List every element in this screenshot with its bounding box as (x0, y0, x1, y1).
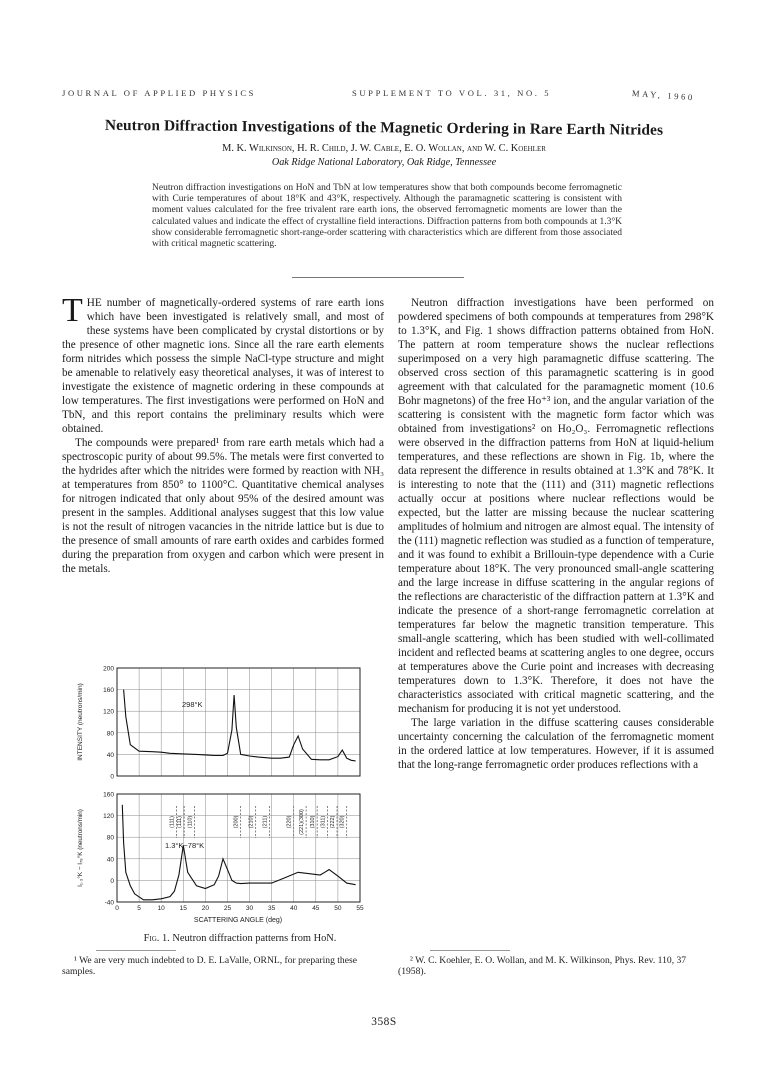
supplement-label: SUPPLEMENT TO VOL. 31, NO. 5 (352, 88, 552, 98)
issue-date: MAY, 1960 (631, 88, 696, 103)
abstract: Neutron diffraction investigations on HoN and TbN at low temperatures show that both compounds become ferromagnetic with Curie temperatures of about 18°K and 43°K, respectively. Although the paramagnetic scattering is consistent with moment values calculated for the free trivalent rare earth ions, the observed ferromagnetic moments are lower than the calculated values and indicate the effect of crystalline field interactions. Diffraction patterns from both compounds at 1.3°K show considerable ferromagnetic short-range-order scattering with characteristics which are different from those associated with critical magnetic scattering. (152, 183, 622, 250)
top-panel-curve (124, 690, 356, 761)
x-axis-label: SCATTERING ANGLE (deg) (193, 917, 283, 924)
reflection-marker-label: (310) (310, 815, 317, 829)
top-y-tick-label: 160 (103, 687, 114, 695)
reflection-marker-label: (220) (286, 815, 293, 829)
x-tick-label: 30 (245, 905, 254, 912)
reflection-marker-label: (222) (330, 815, 337, 829)
reflection-marker-label: (211) (262, 815, 269, 829)
intro-paragraph (62, 292, 384, 436)
bottom-y-tick-label: 0 (110, 877, 114, 885)
x-tick-label: 35 (268, 905, 276, 912)
author-list: M. K. Wilkinson, H. R. Child, J. W. Cable, E. O. Wollan, and W. C. Koehler (222, 143, 546, 154)
moment-paragraph: The large variation in the diffuse scattering causes considerable uncertainty concerning the calculation of the ferromagnetic moment in the ordered lattice at low temperatures. However, if it is assumed that the long-range ferromagnetic order produces reflections with a (398, 717, 714, 771)
bottom-panel-grid (117, 794, 360, 902)
top-y-tick-label: 80 (106, 730, 114, 738)
footnote-1: ¹ We are very much indebted to D. E. LaValle, ORNL, for preparing these samples. (62, 955, 357, 978)
footnote-rule-left (96, 950, 176, 951)
x-tick-label: 15 (179, 905, 187, 912)
bottom-panel-frame (117, 794, 360, 902)
figure-1-chart (62, 664, 380, 928)
caption-text: Neutron diffraction patterns from HoN. (172, 933, 337, 944)
x-tick-label: 20 (201, 905, 209, 912)
reflection-marker-label: (111) (177, 815, 184, 829)
x-tick-label: 40 (290, 905, 298, 912)
bottom-y-tick-label: 40 (106, 856, 114, 864)
x-tick-label: 50 (334, 905, 342, 912)
reflection-marker-label: (200) (233, 815, 240, 829)
page-number: 358S (371, 1016, 397, 1028)
x-tick-label: 25 (223, 905, 232, 912)
affiliation: Oak Ridge National Laboratory, Oak Ridge, Tennessee (271, 157, 497, 168)
caption-label: Fig. 1. (143, 933, 170, 944)
top-y-tick-label: 0 (110, 773, 114, 781)
bottom-y-tick-label: 80 (106, 834, 114, 842)
drop-cap: T (62, 292, 83, 329)
reflection-marker-label: (320) (339, 815, 346, 829)
journal-name: JOURNAL OF APPLIED PHYSICS (62, 88, 257, 98)
bottom-panel-label: 1.3°K−78°K (165, 841, 205, 850)
bottom-y-tick-label: 120 (103, 813, 114, 821)
bottom-y-tick-label: -40 (104, 899, 114, 907)
bottom-y-tick-label: 160 (103, 791, 114, 799)
footnote-2: ² W. C. Koehler, E. O. Wollan, and M. K. Wilkinson, Phys. Rev. 110, 37 (1958). (398, 955, 687, 978)
x-tick-label: 10 (157, 905, 165, 912)
footnote-rule-right (430, 950, 510, 951)
figure-caption (100, 933, 380, 944)
x-tick-label: 5 (137, 905, 141, 912)
reflection-marker-label: (210) (248, 815, 255, 829)
reflection-marker-label: (221)(300) (299, 809, 306, 835)
intro-paragraph-text: HE number of magnetically-ordered systems of rare earth ions which have been investigated is relatively small, and most of these systems have been complicated by crystal distortions or by the presence of other magnetic ions. Since all the rare earth elements form nitrides which possess the simple NaCl-type structure and might be amenable to relatively easy theoretical analyses, it was of interest to investigate the existence of magnetic ordering in these compounds at low temperatures. The first investigations were performed on HoN and TbN, and this report contains the preliminary results which were obtained. (62, 297, 384, 435)
reflection-marker-label: (110) (187, 815, 194, 829)
top-y-tick-label: 40 (106, 751, 114, 759)
preparation-paragraph: The compounds were prepared¹ from rare earth metals which had a spectroscopic purity of about 99.5%. The metals were first converted to the hydrides after which the nitrides were formed by reaction with NH₃ at temperatures from 850° to 1100°C. Quantitative chemical analyses for nitrogen indicated that only about 95% of the desired amount was present in the samples. Additional analyses suggest that this low value is not the result of nitrogen vacancies in the nitride lattice but is due to the presence of small amounts of rare earth oxides and carbides formed during the preparation from oxygen and carbon which were present in the metals. (62, 437, 384, 575)
reflection-marker-label: (311) (320, 815, 327, 829)
section-divider (292, 277, 464, 278)
right-column-text (398, 296, 714, 772)
x-tick-label: 55 (356, 905, 364, 912)
top-y-tick-label: 200 (103, 665, 114, 673)
top-y-tick-label: 120 (103, 708, 114, 716)
top-y-axis-label: INTENSITY (neutrons/min) (77, 683, 84, 761)
top-panel-label: 298°K (182, 700, 203, 709)
x-tick-label: 0 (115, 905, 119, 912)
article-title: Neutron Diffraction Investigations of the Magnetic Ordering in Rare Earth Nitrides (104, 116, 664, 139)
bottom-y-axis-label: I₁.₃°K − I₇₈°K (neutrons/min) (77, 809, 84, 887)
reflection-marker-label: (111) (169, 815, 176, 829)
x-tick-label: 45 (312, 905, 320, 912)
left-column-text (62, 292, 384, 576)
results-paragraph: Neutron diffraction investigations have been performed on powdered specimens of both compounds at temperatures from 298°K to 1.3°K, and Fig. 1 shows diffraction patterns obtained from HoN. The pattern at room temperature shows the nuclear reflections superimposed on a very high paramagnetic diffuse scattering. The observed cross section of this paramagnetic scattering is in good agreement with that calculated for the paramagnetic moment (10.6 Bohr magnetons) of the free Ho⁺³ ion, and the angular variation of the scattering is consistent with the magnetic form factor which was obtained from investigations² on Ho₂O₃. Ferromagnetic reflections were observed in the diffraction patterns from HoN at liquid-helium temperatures, and these reflections are shown in Fig. 1b, where the data represent the difference in results obtained at 1.3°K and 78°K. It is interesting to note that the (111) and (311) magnetic reflections actually occur at positions where nuclear reflections would be expected, but the latter are missing because the nuclear scattering amplitudes of holmium and nitrogen are almost equal. The intensity of the (111) magnetic reflection was studied as a function of temperature, and it was found to exhibit a Brillouin-type dependence with a Curie temperature about 18°K. The very pronounced small-angle scattering and the large increase in diffuse scattering in the angular regions of the reflections are characteristic of the diffraction pattern at 1.3°K and indicate the presence of a short-range ferromagnetic correlation at temperatures far below the magnetic transition temperature. This small-angle scattering, which has been studied with well-collimated incident and reflected beams at scattering angles to one degree, occurs at temperatures above the Curie point and increases with decreasing temperatures down to 1.3°K. Therefore, it does not have the characteristics associated with critical magnetic scattering, and the mechanism for producing it is not yet understood. (398, 297, 714, 715)
